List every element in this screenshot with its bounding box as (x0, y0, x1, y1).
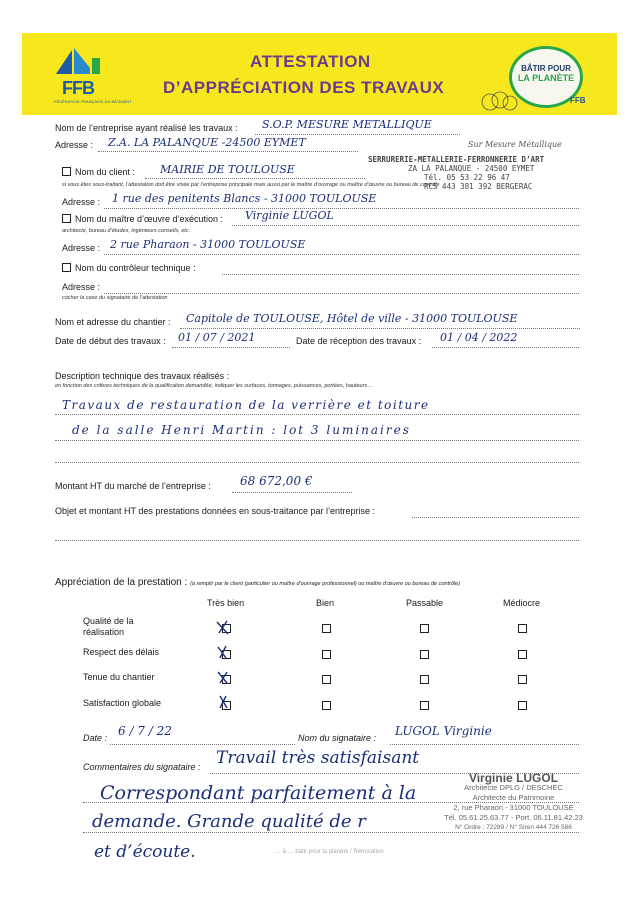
reception-value[interactable]: 01 / 04 / 2022 (440, 331, 518, 344)
debut-value[interactable]: 01 / 07 / 2021 (178, 331, 256, 344)
date-value[interactable]: 6 / 7 / 22 (118, 724, 172, 738)
moe-label-text: Nom du maître d’œuvre d’exécution : (75, 214, 224, 224)
entreprise-label: Nom de l’entreprise ayant réalisé les travaux : (55, 123, 238, 133)
description-note: en fonction des critères techniques de la qualification demandée, indiquer les surfaces, tonnages, puissances, portées, hauteurs… (55, 383, 373, 389)
company-stamp-line2: ZA LA PALANQUE - 24500 EYMET (408, 164, 535, 173)
batir-logo-line2: LA PLANÈTE (517, 73, 575, 83)
company-stamp-line1: SERRURERIE-METALLERIE-FERRONNERIE D’ART (368, 155, 545, 164)
client-label-text: Nom du client : (75, 167, 136, 177)
architect-stamp-line1: Architecte DPLG / DESCHEC (464, 783, 563, 792)
adresse3-label: Adresse : (62, 243, 101, 253)
check-mark-delais (218, 646, 226, 658)
page-title-line2: D’APPRÉCIATION DES TRAVAUX (163, 78, 445, 97)
architect-stamp-line5: N° Ordre : 72289 / N° Siren 444 726 586 (455, 824, 572, 831)
adresse3-value[interactable]: 2 rue Pharaon - 31000 TOULOUSE (110, 238, 306, 251)
chantier-label: Nom et adresse du chantier : (55, 317, 171, 327)
appreciation-title-note: (à remplir par le client (particulier ou maître d’ouvrage professionnel) ou maître d’œuvre ou bureau de contrôle) (190, 581, 461, 587)
controleur-checkbox[interactable] (62, 263, 71, 272)
adresse4-line (104, 293, 579, 294)
adresse2-label: Adresse : (62, 197, 101, 207)
comment-line2[interactable]: Correspondant parfaitement à la (100, 782, 417, 804)
checkbox-delais-bien[interactable] (322, 650, 331, 659)
description-line3 (55, 462, 579, 463)
adresse1-line (98, 151, 358, 152)
column-header-passable: Passable (406, 598, 444, 608)
criterion-satisfaction: Satisfaction globale (83, 698, 162, 708)
ffb-logo-text: FFB (62, 78, 94, 98)
chantier-value[interactable]: Capitole de TOULOUSE, Hôtel de ville - 31000 TOULOUSE (186, 312, 518, 325)
adresse1-value[interactable]: Z.A. LA PALANQUE -24500 EYMET (108, 136, 306, 149)
moe-value[interactable]: Virginie LUGOL (245, 209, 334, 222)
checkbox-satisfaction-bien[interactable] (322, 701, 331, 710)
check-mark-chantier (218, 672, 227, 683)
reception-label: Date de réception des travaux : (296, 336, 422, 346)
appreciation-title-text: Appréciation de la prestation : (55, 577, 188, 588)
entreprise-line (255, 134, 460, 135)
date-line (110, 744, 295, 745)
column-header-mediocre: Médiocre (503, 598, 541, 608)
adresse2-value[interactable]: 1 rue des penitents Blancs - 31000 TOULOUSE (112, 192, 377, 205)
company-stamp-line3: Tél. 05 53 22 96 47 (424, 173, 510, 182)
criterion-delais: Respect des délais (83, 647, 160, 657)
client-checkbox[interactable] (62, 167, 71, 176)
check-mark-qualite (217, 621, 228, 634)
ffb-building-icon (52, 44, 102, 80)
description-label: Description technique des travaux réalisés : (55, 371, 230, 381)
architect-stamp-name: Virginie LUGOL (468, 771, 559, 785)
client-label (62, 167, 135, 177)
checkbox-delais-mediocre[interactable] (518, 650, 527, 659)
client-value[interactable]: MAIRIE DE TOULOUSE (160, 163, 295, 176)
soustraitance-line2 (55, 540, 579, 541)
criterion-qualite: Qualité de la réalisation (83, 616, 134, 637)
montant-value[interactable]: 68 672,00 € (240, 474, 313, 488)
criterion-chantier: Tenue du chantier (83, 672, 155, 682)
entreprise-value[interactable]: S.O.P. MESURE METALLIQUE (262, 118, 432, 131)
ffb-logo-subtitle: FÉDÉRATION FRANÇAISE DU BÂTIMENT (54, 99, 132, 104)
nom-signataire-value[interactable]: LUGOL Virginie (395, 724, 492, 738)
tres-bien-check-marks (214, 616, 238, 716)
company-stamp-line4: RCS 443 381 392 BERGERAC (424, 182, 533, 191)
appreciation-title (55, 577, 460, 588)
controleur-label (62, 263, 196, 273)
checkbox-chantier-bien[interactable] (322, 675, 331, 684)
reception-line (432, 347, 579, 348)
moe-label (62, 214, 223, 224)
adresse1-label: Adresse : (55, 140, 94, 150)
montant-label: Montant HT du marché de l’entreprise : (55, 481, 211, 491)
chantier-line (180, 328, 580, 329)
architect-stamp-line4: Tél. 05.61.25.63.77 - Port. 06.11.81.42.23 (444, 813, 583, 822)
debut-label: Date de début des travaux : (55, 336, 166, 346)
comment-line4[interactable]: et d’écoute. (94, 842, 196, 862)
checkbox-satisfaction-passable[interactable] (420, 701, 429, 710)
nom-signataire-label: Nom du signataire : (298, 733, 377, 743)
page-title-line1: ATTESTATION (250, 52, 371, 71)
check-mark-satisfaction (220, 696, 227, 708)
client-note: si vous êtes sous-traitant, l’attestation doit être visée par l’entreprise principale mais aussi par le maître d’ouvrage ou maître d’œuvre ou bureau de contrôle (62, 182, 440, 188)
description-line1 (55, 414, 579, 415)
description-line2 (55, 440, 579, 441)
client-line (145, 178, 365, 179)
adresse3-line (104, 254, 579, 255)
date-label: Date : (83, 733, 108, 743)
company-stamp-cursive: Sur Mesure Métallique (468, 140, 562, 149)
commentaires-label: Commentaires du signataire : (83, 762, 201, 772)
description-value-line2[interactable]: de la salle Henri Martin : lot 3 luminaires (72, 423, 411, 437)
column-header-tres-bien: Très bien (207, 598, 245, 608)
architect-stamp-line2: Architecte du Patrimoine (472, 793, 555, 802)
comment-line3[interactable]: demande. Grande qualité de r (92, 811, 366, 832)
checkbox-satisfaction-mediocre[interactable] (518, 701, 527, 710)
controleur-label-text: Nom du contrôleur technique : (75, 263, 196, 273)
montant-line (232, 492, 352, 493)
batir-logo-line1: BÂTIR POUR (521, 64, 571, 73)
checkbox-chantier-mediocre[interactable] (518, 675, 527, 684)
moe-line (232, 225, 579, 226)
adresse2-line (104, 208, 579, 209)
ffb-mini-logo: FFB (570, 96, 586, 105)
soustraitance-line1 (412, 517, 579, 518)
nom-signataire-line (390, 744, 579, 745)
soustraitance-label: Objet et montant HT des prestations données en sous-traitance par l’entreprise : (55, 506, 376, 516)
adresse4-label: Adresse : (62, 282, 101, 292)
moe-note: architecte, bureau d’études, ingénieurs conseils, etc. (62, 228, 191, 234)
architect-stamp (426, 773, 601, 833)
debut-line (172, 347, 290, 348)
page-footer: … à … bâtir pour la planète / Rénovation (275, 849, 384, 855)
controleur-line (222, 274, 579, 275)
moe-checkbox[interactable] (62, 214, 71, 223)
architect-stamp-line3: 2, rue Pharaon - 31000 TOULOUSE (453, 803, 574, 812)
checkbox-delais-passable[interactable] (420, 650, 429, 659)
checkbox-qualite-bien[interactable] (322, 624, 331, 633)
checkbox-qualite-mediocre[interactable] (518, 624, 527, 633)
scribble-circles-icon (480, 88, 530, 118)
checkbox-qualite-passable[interactable] (420, 624, 429, 633)
ffb-logo (52, 44, 132, 106)
adresse4-note: cocher la case du signataire de l’attestation (62, 295, 168, 301)
column-header-bien: Bien (316, 598, 335, 608)
checkbox-chantier-passable[interactable] (420, 675, 429, 684)
description-value-line1[interactable]: Travaux de restauration de la verrière et toiture (62, 398, 430, 412)
comment-line1[interactable]: Travail très satisfaisant (216, 748, 420, 768)
